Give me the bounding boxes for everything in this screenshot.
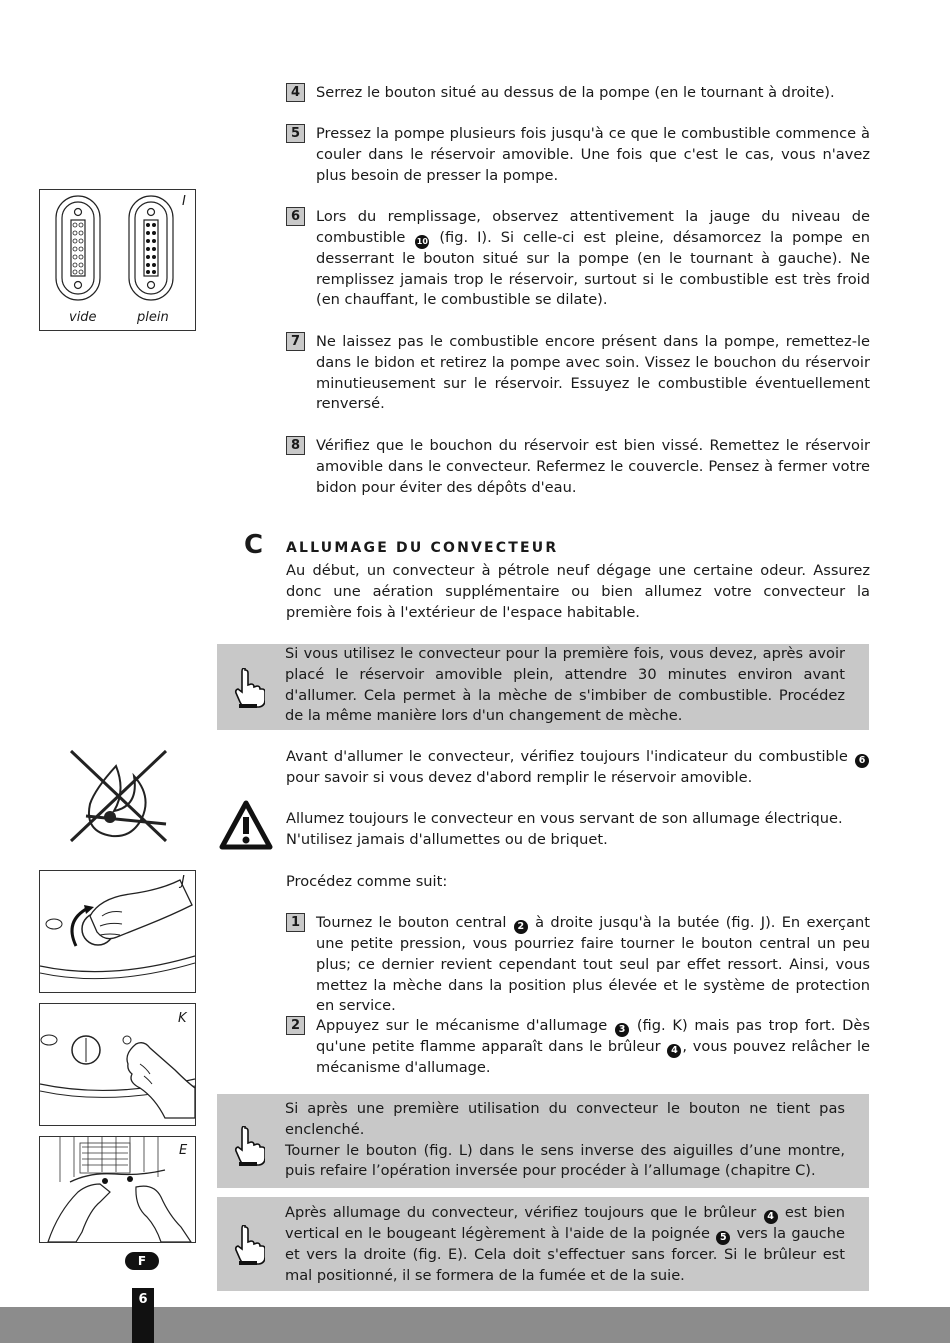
note-button-not-holding — [217, 1094, 869, 1188]
step-number: 2 — [286, 1016, 305, 1035]
step-text-part: (fig. K) mais pas trop fort. Dès qu'une petite flamme apparaît dans le brûleur — [316, 1017, 871, 1055]
section-letter: C — [244, 530, 264, 560]
language-badge: F — [125, 1252, 159, 1270]
step-8 — [286, 436, 870, 498]
step-text — [316, 207, 870, 311]
reference-badge: 6 — [855, 754, 869, 768]
section-title: ALLUMAGE DU CONVECTEUR — [286, 540, 559, 556]
section-intro: Au début, un convecteur à pétrole neuf dégage une certaine odeur. Assurez donc une aération supplémentaire ou bien allumez votre convecteur la première fois à l'extérieur de l'espace habitable. — [286, 562, 870, 621]
step-text — [316, 1016, 870, 1079]
figure-i-fuel-gauge — [39, 189, 196, 331]
note-text-part: vers la gauche et vers la droite (fig. E). Cela doit s'effectuer sans forcer. Si le brûleur est mal positionné, il se formera de la fumée et de la suie. — [285, 1225, 846, 1284]
text-part: pour savoir si vous devez d'abord remplir le réservoir amovible. — [286, 769, 753, 786]
note-text — [285, 1203, 845, 1287]
step-text-part: , vous pouvez relâcher le mécanisme d'allumage. — [316, 1038, 871, 1076]
step-5 — [286, 124, 870, 186]
reference-badge: 4 — [764, 1210, 778, 1224]
step-text: Serrez le bouton situé au dessus de la pompe (en le tournant à droite). — [316, 84, 835, 101]
note-first-use — [217, 644, 869, 730]
no-matches-icon — [66, 746, 176, 846]
note-burner-vertical — [217, 1197, 869, 1291]
gauge-caption-empty: vide — [69, 310, 97, 325]
step-text: Ne laissez pas le combustible encore présent dans la pompe, remettez-le dans le bidon et retirez la pompe avec soin. Vissez le bouchon du réservoir minutieusement sur le réservoir. Essuyez le combustible éventuellement renversé. — [316, 333, 870, 413]
step-number: 1 — [286, 913, 305, 932]
step-text-part: Lors du remplissage, observez attentivement la jauge du niveau de combustible — [316, 208, 870, 246]
note-text-part: Après allumage du convecteur, vérifiez toujours que le brûleur — [285, 1204, 757, 1221]
warning-triangle-icon — [219, 800, 273, 850]
step-1 — [286, 913, 870, 1017]
procedure-label: Procédez comme suit: — [286, 873, 448, 890]
note-line: Si après une première utilisation du convecteur le bouton ne tient pas enclenché. — [285, 1100, 845, 1138]
step-6 — [286, 207, 870, 311]
figure-label: I — [182, 194, 186, 209]
note-line: Tourner le bouton (fig. L) dans le sens inverse des aiguilles d’une montre, puis refaire l’opération inversée pour procéder à l’allumage (chapitre C). — [285, 1141, 845, 1180]
reference-badge: 2 — [514, 920, 528, 934]
step-text-part: à droite jusqu'à la butée (fig. J). En exerçant une petite pression, vous pourriez faire tourner le bouton central un peu plus; ce dernier revient cependant tout seul par effet ressort. Ainsi, vous mettez la mèche dans la position plus élevée et le système de protection en service. — [316, 914, 870, 1015]
text-part: Avant d'allumer le convecteur, vérifiez toujours l'indicateur du combustible — [286, 748, 848, 765]
step-text-part: (fig. I). Si celle-ci est pleine, désamorcez la pompe en desserrant le bouton situé sur la pompe (en le tournant à gauche). Ne remplissez jamais trop le réservoir, surtout si le combustible est très froid (en chauffant, le combustible se dilate). — [316, 228, 870, 309]
step-number: 6 — [286, 207, 305, 226]
step-number: 5 — [286, 124, 305, 143]
note-text: Si vous utilisez le convecteur pour la première fois, vous devez, après avoir placé le réservoir amovible plein, attendre 30 minutes environ avant d'allumer. Cela permet à la mèche de s'imbiber de combustible. Procédez de la même manière lors d'un changement de mèche. — [285, 645, 845, 725]
pointing-hand-icon — [231, 668, 265, 708]
fuel-check-text — [286, 747, 870, 789]
pointing-hand-icon — [231, 1126, 265, 1166]
step-text-part: Appuyez sur le mécanisme d'allumage — [316, 1017, 608, 1034]
step-number: 4 — [286, 83, 305, 102]
fuel-gauge-illustration — [40, 190, 195, 330]
step-number: 8 — [286, 436, 305, 455]
note-text-part: est bien vertical en le bougeant légèrement à l'aide de la poignée — [285, 1204, 845, 1242]
ignition-button-illustration — [40, 1004, 195, 1125]
reference-badge: 5 — [716, 1231, 730, 1245]
figure-k-ignition — [39, 1003, 196, 1126]
figure-j-turn-knob — [39, 870, 196, 993]
turn-knob-illustration — [40, 871, 195, 992]
warning-text: Allumez toujours le convecteur en vous servant de son allumage électrique. N'utilisez jamais d'allumettes ou de briquet. — [286, 810, 843, 848]
figure-e-burner-check — [39, 1136, 196, 1243]
pointing-hand-icon — [231, 1225, 265, 1265]
step-text — [316, 913, 870, 1017]
burner-illustration — [40, 1137, 195, 1242]
note-text — [285, 1099, 845, 1182]
figure-label: J — [181, 874, 185, 889]
figure-label: E — [179, 1143, 188, 1158]
step-text: Pressez la pompe plusieurs fois jusqu'à ce que le combustible commence à couler dans le réservoir amovible. Une fois que c'est le cas, vous n'avez plus besoin de presser la pompe. — [316, 125, 870, 184]
reference-badge: 3 — [615, 1023, 629, 1037]
reference-badge: 4 — [667, 1044, 681, 1058]
figure-label: K — [178, 1011, 187, 1026]
step-2 — [286, 1016, 870, 1079]
page-number: 6 — [132, 1288, 154, 1343]
reference-badge: 10 — [415, 235, 429, 249]
step-text: Vérifiez que le bouchon du réservoir est bien vissé. Remettez le réservoir amovible dans le convecteur. Refermez le couvercle. Pensez à fermer votre bidon pour éviter des dépôts d'eau. — [316, 437, 870, 496]
step-7 — [286, 332, 870, 415]
step-number: 7 — [286, 332, 305, 351]
step-4 — [286, 83, 870, 104]
step-text-part: Tournez le bouton central — [316, 914, 507, 931]
gauge-caption-full: plein — [137, 310, 169, 325]
